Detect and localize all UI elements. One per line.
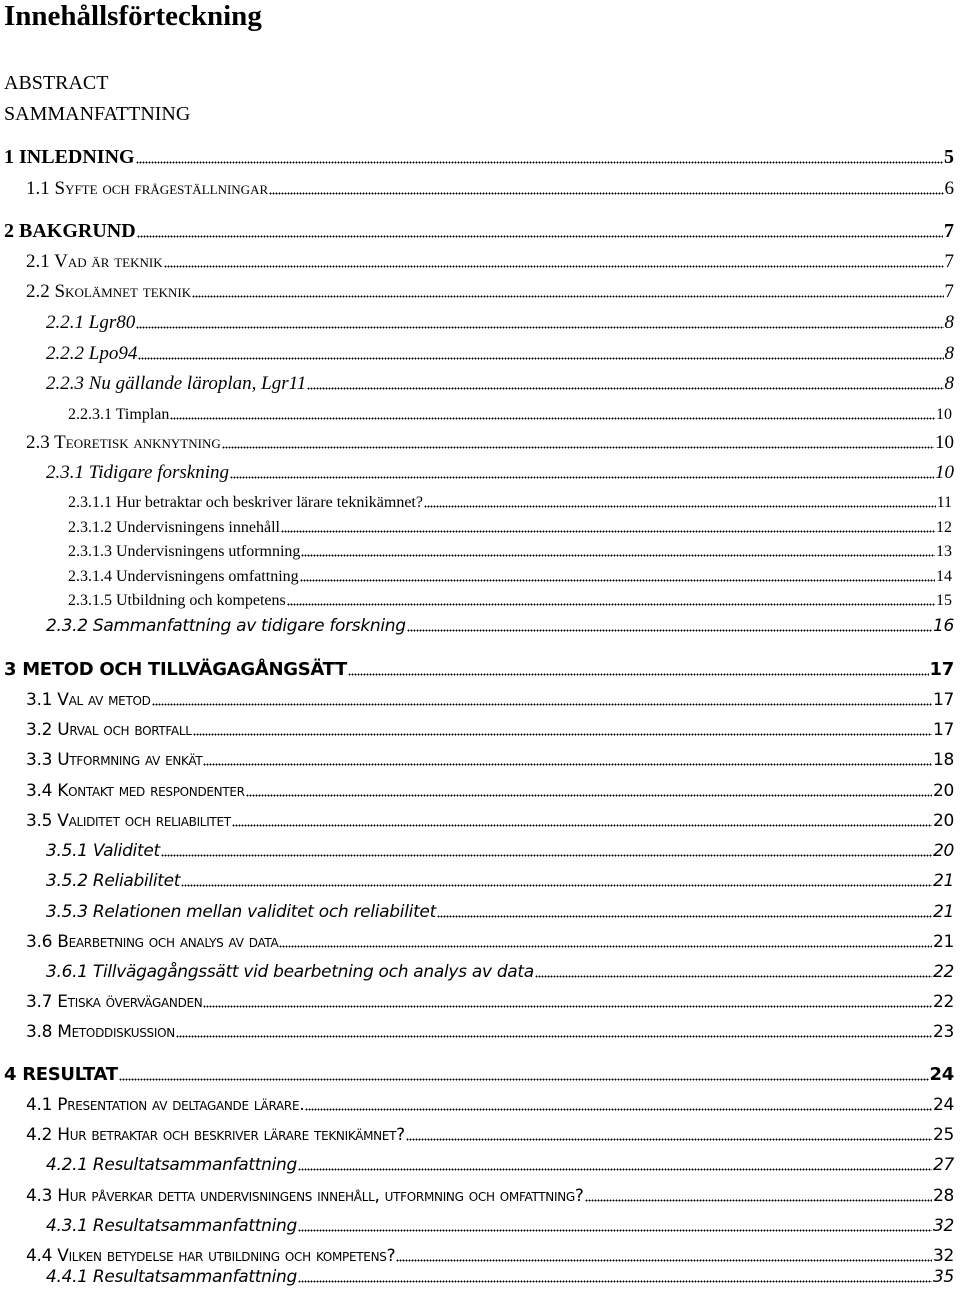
toc-entry-3-7[interactable] bbox=[26, 983, 954, 1013]
toc-label: 2 BAKGRUND bbox=[4, 220, 136, 242]
toc-label: 3.5.2 Reliabilitet bbox=[46, 871, 181, 891]
toc-page: 12 bbox=[936, 519, 952, 536]
toc-entry-2-2-2[interactable] bbox=[46, 335, 954, 365]
toc-label: 4 RESULTAT bbox=[4, 1064, 118, 1085]
toc-entry-2-3[interactable] bbox=[26, 424, 954, 454]
toc-entry-3-1[interactable] bbox=[26, 681, 954, 711]
toc-page: 23 bbox=[932, 1022, 954, 1042]
toc-label: 3.4 Kontakt med respondenter bbox=[26, 781, 245, 801]
toc-page: 24 bbox=[932, 1095, 954, 1115]
toc-label: 2.2.2 Lpo94 bbox=[46, 343, 138, 364]
toc-entry-4-2[interactable] bbox=[26, 1116, 954, 1146]
toc-label: 2.2 Skolämnet teknik bbox=[26, 281, 192, 302]
toc-entry-2-2-1[interactable] bbox=[46, 304, 954, 334]
toc-page: 27 bbox=[932, 1155, 954, 1175]
toc-entry-4-3-1[interactable] bbox=[46, 1207, 954, 1237]
toc-label: 4.2.1 Resultatsammanfattning bbox=[46, 1155, 298, 1175]
toc-entry-4-1[interactable] bbox=[26, 1086, 954, 1116]
toc-page: 11 bbox=[936, 494, 952, 511]
leader-dots bbox=[119, 1078, 929, 1081]
toc-page: 35 bbox=[932, 1267, 954, 1287]
toc-page: 10 bbox=[935, 432, 954, 453]
toc-page: 24 bbox=[929, 1064, 954, 1085]
toc-page: 17 bbox=[932, 690, 954, 710]
toc-label: 3.7 Etiska överväganden bbox=[26, 992, 203, 1012]
toc-entry-3-6-1[interactable] bbox=[46, 953, 954, 983]
toc-label: 3 METOD OCH TILLVÄGAGÅNGSÄTT bbox=[4, 659, 348, 680]
leader-dots bbox=[176, 1035, 932, 1038]
toc-entry-3-6[interactable] bbox=[26, 923, 954, 953]
toc-page: 7 bbox=[944, 220, 954, 242]
leader-dots bbox=[181, 884, 932, 887]
toc-label: 3.3 Utformning av enkät bbox=[26, 750, 203, 770]
leader-dots bbox=[137, 235, 943, 238]
toc-label: 3.5.3 Relationen mellan validitet och reliabilitet bbox=[46, 902, 436, 922]
toc-label: 2.3 Teoretisk anknytning bbox=[26, 432, 221, 453]
toc-label: 3.5 Validitet och reliabilitet bbox=[26, 811, 231, 831]
toc-label: 2.1 Vad är teknik bbox=[26, 251, 163, 272]
toc-page: 25 bbox=[932, 1125, 954, 1145]
toc-entry-2[interactable] bbox=[4, 213, 954, 243]
leader-dots bbox=[161, 854, 932, 857]
leader-dots bbox=[222, 446, 934, 449]
toc-label: 2.3.1 Tidigare forskning bbox=[46, 462, 229, 483]
toc-page: 28 bbox=[932, 1186, 954, 1206]
toc-label: ABSTRACT bbox=[4, 72, 109, 94]
toc-entry-2-3-2[interactable] bbox=[46, 607, 954, 637]
toc-page: 10 bbox=[936, 406, 952, 423]
toc-front-sammanfattning[interactable] bbox=[4, 96, 304, 126]
leader-dots bbox=[203, 763, 932, 766]
leader-dots bbox=[348, 673, 929, 676]
toc-page: 13 bbox=[936, 543, 952, 560]
leader-dots bbox=[307, 387, 943, 390]
toc-label: 4.3 Hur påverkar detta undervisningens innehåll, utformning och omfattning? bbox=[26, 1186, 584, 1206]
toc-entry-3-5-3[interactable] bbox=[46, 893, 954, 923]
toc-label: 3.6 Bearbetning och analys av data bbox=[26, 932, 279, 952]
leader-dots bbox=[152, 703, 932, 706]
toc-label: 2.3.1.3 Undervisningens utformning bbox=[68, 543, 301, 560]
toc-page: 14 bbox=[936, 568, 952, 585]
toc-page: 17 bbox=[932, 720, 954, 740]
toc-entry-4-2-1[interactable] bbox=[46, 1146, 954, 1176]
leader-dots bbox=[269, 192, 943, 195]
toc-front-abstract[interactable] bbox=[4, 65, 304, 95]
leader-dots bbox=[305, 1108, 932, 1111]
toc-label: 4.4 Vilken betydelse har utbildning och kompetens? bbox=[26, 1246, 396, 1266]
leader-dots bbox=[298, 1229, 932, 1232]
leader-dots bbox=[298, 1280, 932, 1283]
toc-page: 10 bbox=[935, 462, 954, 483]
toc-label: 1 INLEDNING bbox=[4, 146, 135, 168]
toc-label: 1.1 Syfte och frågeställningar bbox=[26, 178, 269, 199]
toc-label: 2.3.1.2 Undervisningens innehåll bbox=[68, 519, 280, 536]
leader-dots bbox=[192, 295, 943, 298]
toc-page: 6 bbox=[944, 178, 954, 199]
toc-entry-3-2[interactable] bbox=[26, 711, 954, 741]
leader-dots bbox=[437, 915, 932, 918]
leader-dots bbox=[136, 161, 943, 164]
toc-label: 3.2 Urval och bortfall bbox=[26, 720, 192, 740]
leader-dots bbox=[298, 1168, 932, 1171]
toc-label: 4.4.1 Resultatsammanfattning bbox=[46, 1267, 298, 1287]
leader-dots bbox=[287, 603, 935, 606]
toc-entry-2-3-1[interactable] bbox=[46, 454, 954, 484]
toc-entry-3-8[interactable] bbox=[26, 1013, 954, 1043]
leader-dots bbox=[585, 1199, 932, 1202]
toc-page: 32 bbox=[932, 1246, 954, 1266]
toc-entry-3-3[interactable] bbox=[26, 741, 954, 771]
toc-page: 17 bbox=[929, 659, 954, 680]
toc-entry-2-1[interactable] bbox=[26, 243, 954, 273]
leader-dots bbox=[279, 945, 932, 948]
toc-entry-3-5[interactable] bbox=[26, 802, 954, 832]
leader-dots bbox=[230, 476, 934, 479]
toc-page: 8 bbox=[944, 312, 954, 333]
toc-entry-4-3[interactable] bbox=[26, 1177, 954, 1207]
toc-label: 4.1 Presentation av deltagande lärare. bbox=[26, 1095, 305, 1115]
toc-label: 2.2.3.1 Timplan bbox=[68, 406, 170, 423]
leader-dots bbox=[164, 265, 944, 268]
toc-entry-2-2-3[interactable] bbox=[46, 365, 954, 395]
toc-label: 3.8 Metoddiskussion bbox=[26, 1022, 175, 1042]
toc-label: 3.1 Val av metod bbox=[26, 690, 151, 710]
toc-entry-2-2[interactable] bbox=[26, 273, 954, 303]
toc-label: 4.2 Hur betraktar och beskriver lärare teknikämnet? bbox=[26, 1125, 405, 1145]
toc-entry-3[interactable] bbox=[4, 651, 954, 681]
leader-dots bbox=[232, 824, 932, 827]
toc-page: 7 bbox=[944, 251, 954, 272]
toc-page: 22 bbox=[932, 992, 954, 1012]
toc-page: 8 bbox=[944, 343, 954, 364]
toc-entry-3-5-1[interactable] bbox=[46, 832, 954, 862]
leader-dots bbox=[138, 357, 943, 360]
toc-label: 2.3.1.4 Undervisningens omfattning bbox=[68, 568, 299, 585]
toc-label: 2.2.3 Nu gällande läroplan, Lgr11 bbox=[46, 373, 307, 394]
toc-label: 2.3.1.5 Utbildning och kompetens bbox=[68, 592, 286, 609]
toc-page: 22 bbox=[932, 962, 954, 982]
toc-page: 15 bbox=[936, 592, 952, 609]
leader-dots bbox=[246, 794, 932, 797]
toc-page: 32 bbox=[932, 1216, 954, 1236]
toc-page: 21 bbox=[932, 871, 954, 891]
toc-entry-2-2-3-1[interactable] bbox=[68, 395, 952, 425]
toc-entry-1-1[interactable] bbox=[26, 170, 954, 200]
toc-page: 20 bbox=[932, 781, 954, 801]
toc-entry-3-4[interactable] bbox=[26, 772, 954, 802]
toc-entry-1[interactable] bbox=[4, 139, 954, 169]
toc-label: 2.2.1 Lgr80 bbox=[46, 312, 136, 333]
toc-page: 16 bbox=[932, 616, 954, 636]
toc-page: 20 bbox=[932, 841, 954, 861]
toc-page: 7 bbox=[944, 281, 954, 302]
toc-page: 18 bbox=[932, 750, 954, 770]
toc-page: 20 bbox=[932, 811, 954, 831]
toc-page: 8 bbox=[944, 373, 954, 394]
toc-page: 21 bbox=[932, 932, 954, 952]
toc-page: 5 bbox=[944, 146, 954, 168]
toc-label: 2.3.2 Sammanfattning av tidigare forskning bbox=[46, 616, 406, 636]
toc-label: 3.6.1 Tillvägagångssätt vid bearbetning och analys av data bbox=[46, 962, 534, 982]
leader-dots bbox=[170, 417, 935, 420]
toc-page: 21 bbox=[932, 902, 954, 922]
leader-dots bbox=[535, 975, 932, 978]
leader-dots bbox=[136, 326, 943, 329]
toc-label: 4.3.1 Resultatsammanfattning bbox=[46, 1216, 298, 1236]
toc-entry-4-4-1[interactable] bbox=[46, 1258, 954, 1288]
leader-dots bbox=[203, 1005, 931, 1008]
toc-label: 3.5.1 Validitet bbox=[46, 841, 160, 861]
toc-entry-4[interactable] bbox=[4, 1056, 954, 1086]
toc-label: SAMMANFATTNING bbox=[4, 103, 191, 125]
toc-label: 2.3.1.1 Hur betraktar och beskriver lärare teknikämnet? bbox=[68, 494, 423, 511]
leader-dots bbox=[407, 629, 932, 632]
leader-dots bbox=[406, 1138, 932, 1141]
toc-entry-3-5-2[interactable] bbox=[46, 862, 954, 892]
leader-dots bbox=[193, 733, 932, 736]
page-title: Innehållsförteckning bbox=[4, 0, 262, 32]
